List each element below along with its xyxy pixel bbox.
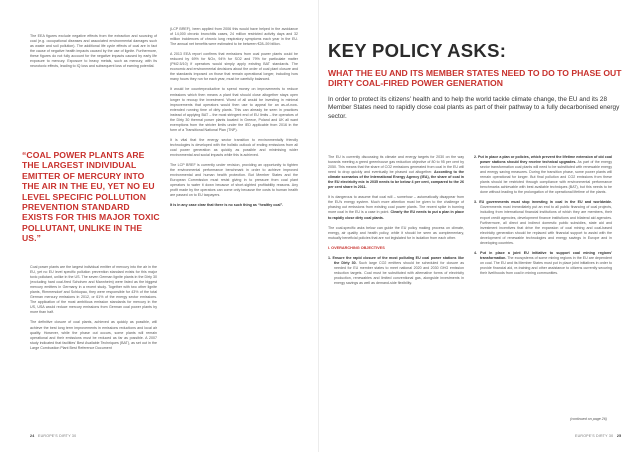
paragraph: The EEA figures exclude negative effects from the extraction and sourcing of coal (e.g. occupational diseases and associated environmental damages such as waste and soil pollution). The additional life cycle effects of coal are in fact the cause of negative health impacts caused by the use of lignite. Furthermore, these figures do not fully account for the negative impacts caused by early life exposure to mercury. Exposure to heavy metals, such as mercury, with its neurotoxic effects, leading to IQ loss and subsequent loss of earning potential. [30, 34, 157, 69]
paragraph: The EU is currently discussing its climate and energy targets for 2030 on the way towards meeting a greed greenhouse gas reduction objective of 80 to 95 per cent by 2050. This means that the share of CO2 emissions generated from coal in the EU will need to drop quickly and eventually be phased out altogether. According to the climate scenarios of the International Energy Agency (IEA), the share of coal in the EU electricity mix in 2035 needs to be below 4 per cent, compared to the 26 per cent share in 2011. [328, 155, 465, 190]
list-item: 3. EU governments must stop investing in coal in the EU and worldwide. Governments must immediately put an end to all public financing of coal projects, including from international financial institutions of which they are members, their export credit agencies, development finance institutions and bilateral aid agencies. Furthermore, all direct and indirect domestic public subsidies, state aid and investment incentives that drive the expansion of coal mining and coal-based electricity generation should be replaced with financial support to assist with the development of renewable technologies and energy savings in Europe and in developing countries. [474, 200, 612, 245]
right-footer [575, 434, 621, 438]
paragraph: The definitive closure of coal plants, achieved as quickly as possible, will achieve the best long term improvements in emissions reductions and local air quality. However, while the phase out occurs, some plants will remain operational and their emissions must be reduced as far as possible. A 2007 study indicated that facilities' Best Available Techniques (BAT), as set out in the Large Combustion Plant Best Reference Document [30, 320, 157, 350]
paragraph: Coal power plants are the largest individual emitter of mercury into the air in the EU, yet no EU level specific pollution prevention standard exists for this major toxic pollutant, unlike in the US. The seven German lignite plants in the Dirty 30 (excluding hard coal-fired Scholven and Mannheim) were listed as the biggest mercury emitters in Germany in a recent study. Together with two other lignite plants, Rimmersdorf and Schkopau, they were responsible for 43% of the total German mercury emissions in 2012, or 61% of the energy sector emissions. The application of the most ambitious emission standards for mercury in the US, USA would reduce mercury emissions from German coal power plants by more than half. [30, 265, 157, 315]
intro-text: In order to protect its citizens' health and to help the world tackle climate change, the EU and its 28 Member States need to rapidly close coal plants as part of their pathway to a fully decarbonised energy sector. [328, 96, 620, 120]
list-item: 2. Put in place a plan or policies, which prevent the lifetime extension of old coal power stations should they receive technical upgrades. As part of the energy sector transformation coal plants will need to be substituted with renewable energy and energy saving measures. During the transition phase, some power plants will remain operational for longer. But final pollution and CO2 emissions from these plants should be restricted through compliance with environmental performance benchmarks achievable with best available techniques (BAT), but this needs to be done without leading to the prolongation of the operational lifetime of the plants. [474, 155, 612, 195]
list-item: 1. Ensure the rapid closure of the most polluting EU coal power stations like the Dirty 30. Such large CO2 emitters should be scheduled for closure as needed for EU member states to meet national 2020 and 2030 GHG emission reduction targets. Coal must be substituted with alternative forms of electricity production, renewables and limited conventional gas, alongside investments in energy savings as well as demand-side flexibility. [328, 255, 465, 285]
page-number: 24 [30, 434, 35, 438]
right-column-2 [474, 155, 612, 281]
paragraph: The LCP BREF is currently under revision, providing an opportunity to tighten the environmental performance benchmark in order to achieve improved environmental and human health protection. But Member States and the European Commission must resist giving in to pressure from coal plant operators to water it down because of short-sighted profitability reasons. Any profit made by the operators can come only because the costs to human health are passed on to EU taxpayers. [170, 163, 298, 198]
page-subtitle: WHAT THE EU AND ITS MEMBER STATES NEED TO DO TO PHASE OUT DIRTY COAL-FIRED POWER GENERATION [328, 68, 622, 89]
paragraph: It is vital that the energy sector transition to environmentally friendly technologies is developed with the holistic outlook of ending emissions from all coal power generation as quickly as possible and minimising wider environmental and social impacts while this is achieved. [170, 137, 298, 158]
left-column-2 [170, 27, 298, 213]
continued-note: (continued on page 26) [570, 417, 607, 421]
page-number: 25 [616, 434, 622, 438]
paragraph: The coal-specific asks below can guide the EU policy making process on climate, energy, air quality and health policy, while it should be seen as complementary, mutually beneficial policies that are not legislated for in isolation from each other. [328, 225, 464, 240]
left-footer [30, 434, 76, 438]
footer-title: EUROPE'S DIRTY 30 [38, 434, 77, 438]
paragraph: A 2013 EEA report confirms that emissions from coal power plants could be reduced by 69% for NOx, 94% for SO2 and 79% for particulate matter (PM2.5/10) if operators would simply apply existing BAT standards. The economic and environmental decisions about the order of coal plant closure and the standards imposed on those that remain operational longer, including how many hours they run for each year, must be carefully balanced. [170, 52, 298, 82]
paragraph: It is dangerous to assume that coal will – somehow – automatically disappear from the EU's energy system. Much more attention must be given to the challenge of phasing out emissions from existing coal power plants. The recent spike in burning more coal in the EU is a case in point. Clearly the EU needs to put a plan in place to rapidly close dirty coal plants. [328, 195, 465, 220]
pull-quote: “COAL POWER PLANTS ARE THE LARGEST INDIVIDUAL EMITTER OF MERCURY INTO THE AIR IN THE EU, YET NO EU LEVEL SPECIFIC POLLUTION PREVENTION STANDARD EXISTS FOR THIS MAJOR TOXIC POLLUTANT, UNLIKE IN THE US.” [22, 150, 160, 244]
page-title: KEY POLICY ASKS: [328, 40, 507, 61]
paragraph-bold: It is in any case clear that there is no such thing as “healthy coal”. [170, 203, 284, 208]
section-heading: I. OVERARCHING OBJECTIVES [328, 245, 385, 250]
paragraph: (LCP BREF), been applied from 2006 this would have helped in the avoidance of 14,000 chronic bronchitis cases, 24 million restricted activity days and 32 million incidences of chronic lung respiratory symptoms each year in the EU. The annual net benefits were estimated to be between €28–59 billion. [170, 27, 298, 47]
left-column-1-bottom [30, 265, 157, 356]
list-item: 4. Put in place a joint EU initiative to support coal mining regions' transformation. The ecosystems of some mining regions in the EU are dependent on coal. The EU and its Member States must put in place joint initiatives in order to provide financial aid, re-training and other assistance to citizens currently securing their livelihoods from coal in mining communities. [474, 250, 613, 275]
paragraph: It would be counterproductive to spend money on improvements to reduce emissions which then means a plant that should close altogether stays open longer to recoup the investment. Worst of all would be investing in minimal improvements that operators would then use to appeal for an as-of-now-extended running time of dirty plants. This can already be seen in practices instead of applying BAT – the most stringent end of EU limits – the operators of the Dirty 30 thermal power plants located in Greece, Poland and UK all want exemptions from the stricter limits under the IED applicable from 2016 in the form of a Transitional National Plan (TNP). [170, 87, 298, 132]
footer-title: EUROPE'S DIRTY 30 [575, 434, 614, 438]
left-column-1-top [30, 34, 157, 74]
right-column-1 [328, 155, 464, 291]
